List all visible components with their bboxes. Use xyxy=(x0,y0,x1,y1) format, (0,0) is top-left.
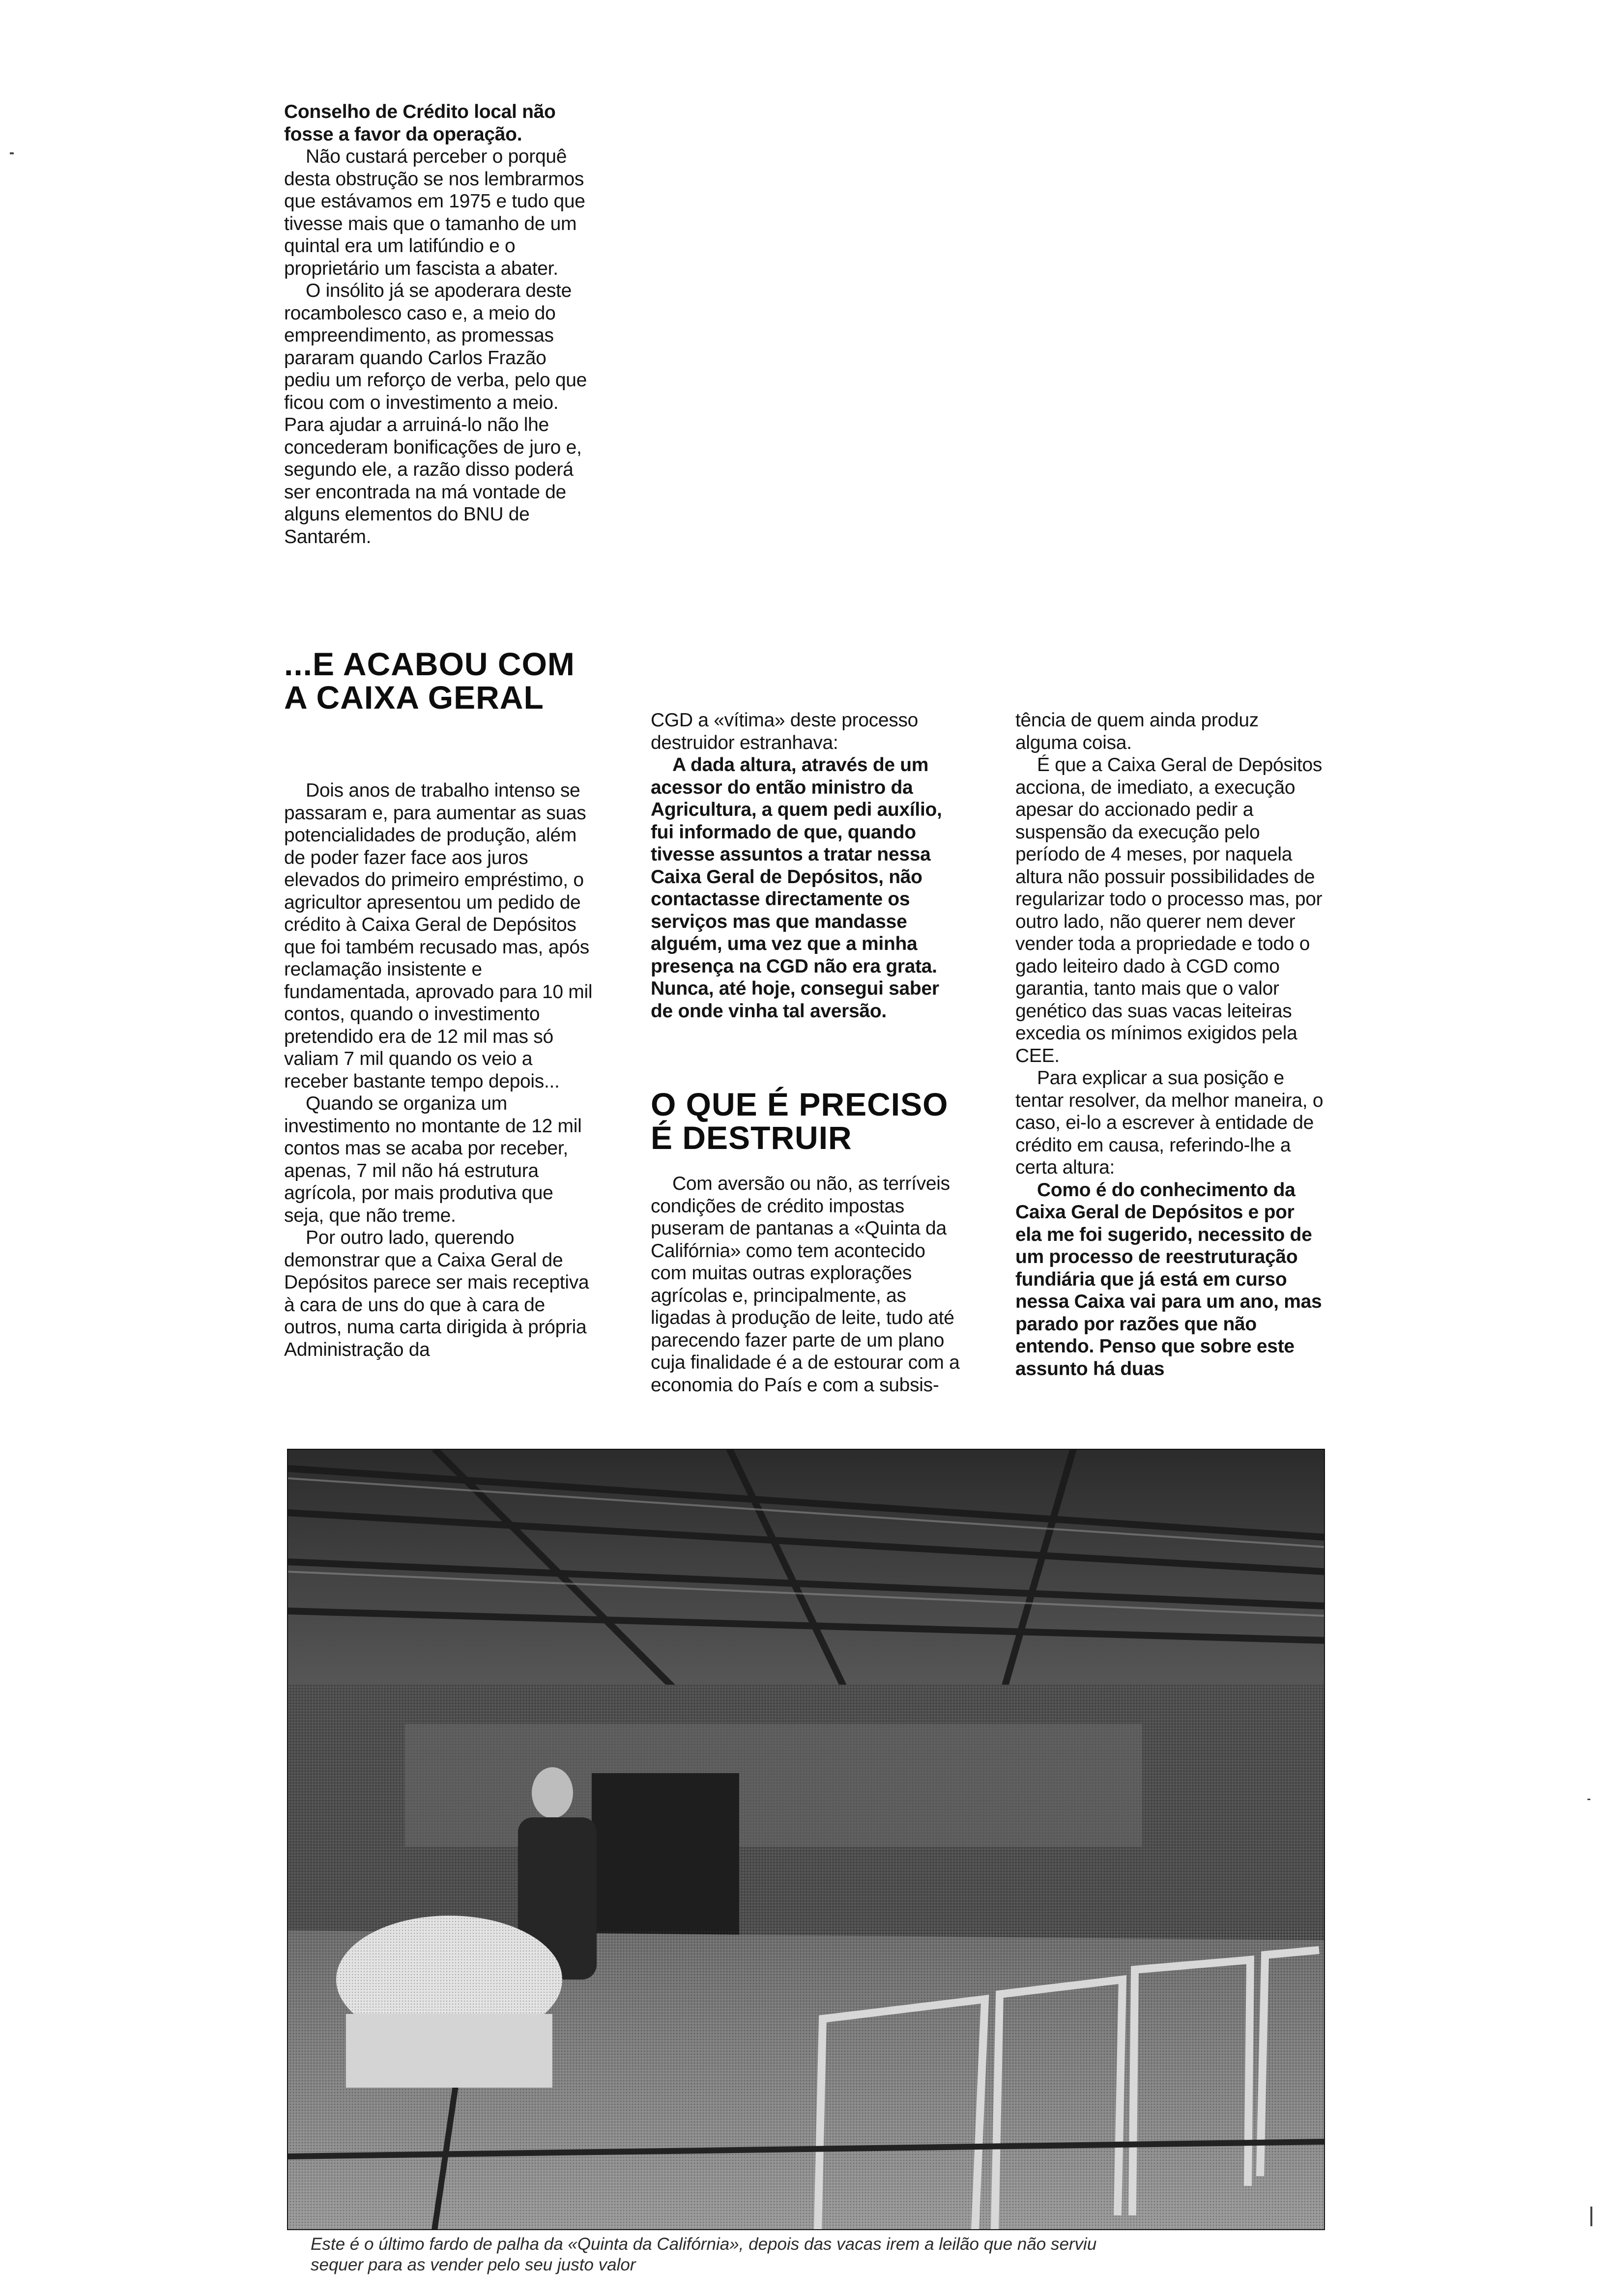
paragraph: Quando se organiza um investimento no montante de 12 mil contos mas se acaba por receber, apenas, 7 mil não há estrutura agrícola, por mais produtiva que seja, que não treme. xyxy=(284,1093,582,1226)
column-2-top xyxy=(651,709,960,1022)
section-heading-acabou: ...E ACABOU COM A CAIXA GERAL xyxy=(284,646,575,716)
column-1-body xyxy=(284,779,595,1361)
column-3 xyxy=(1015,709,1325,1380)
section-heading-destruir: O QUE É PRECISO É DESTRUIR xyxy=(651,1086,949,1156)
paragraph: Para explicar a sua posição e tentar resolver, da melhor maneira, o caso, ei-lo a escrever à entidade de crédito em causa, referindo-lhe a certa altura: xyxy=(1015,1067,1324,1178)
paragraph: Com aversão ou não, as terríveis condições de crédito impostas puseram de pantanas a «Quinta da Califórnia» como tem acontecido com muitas outras explorações agrícolas e, principalmente, as ligadas à produção de leite, tudo até parecendo fazer parte de um plano cuja finalidade é a de estourar com a economia do País e com a subsis- xyxy=(651,1173,960,1396)
paragraph: CGD a «vítima» deste processo destruidor estranhava: xyxy=(651,710,919,753)
barn-photo xyxy=(287,1449,1325,2230)
paragraph: O insólito já se apoderara deste rocambolesco caso e, a meio do empreendimento, as promessas pararam quando Carlos Frazão pediu um reforço de verba, pelo que ficou com o investimento a meio. Para ajudar a arruiná-lo não lhe concederam bonificações de juro e, segundo ele, a razão disso poderá ser encontrada na má vontade de alguns elementos do BNU de Santarém. xyxy=(284,280,587,547)
quote-paragraph: Como é do conhecimento da Caixa Geral de Depósitos e por ela me foi sugerido, necessito de um processo de reestruturação fundiária que já está em curso nessa Caixa vai para um ano, mas parado por razões que não entendo. Penso que sobre este assunto há duas xyxy=(1015,1179,1322,1379)
caption-line: sequer para as vender pelo seu justo valor xyxy=(311,2255,636,2274)
paragraph: Não custará perceber o porquê desta obstrução se nos lembrarmos que estávamos em 1975 e tudo que tivesse mais que o tamanho de um quintal era um latifúndio e o proprietário um fascista a abater. xyxy=(284,146,585,279)
paragraph: Dois anos de trabalho intenso se passaram e, para aumentar as suas potencialidades de produção, além de poder fazer face aos juros elevados do primeiro empréstimo, o agricultor apresentou um pedido de crédito à Caixa Geral de Depósitos que foi também recusado mas, após reclamação insistente e fundamentada, aprovado para 10 mil contos, quando o investimento pretendido era de 12 mil mas só valiam 7 mil quando os veio a receber bastante tempo depois... xyxy=(284,780,593,1092)
column-1-intro xyxy=(284,101,595,548)
photo-caption xyxy=(311,2234,1343,2275)
scan-mark xyxy=(1590,2207,1592,2226)
column-2-body xyxy=(651,1173,960,1396)
scan-mark xyxy=(1587,1799,1590,1800)
paragraph: tência de quem ainda produz alguma coisa. xyxy=(1015,710,1259,753)
paragraph: Por outro lado, querendo demonstrar que a Caixa Geral de Depósitos parece ser mais receptiva à cara de uns do que à cara de outros, numa carta dirigida à própria Administração da xyxy=(284,1227,589,1360)
paragraph: Conselho de Crédito local não fosse a favor da operação. xyxy=(284,101,556,145)
caption-line: Este é o último fardo de palha da «Quinta da Califórnia», depois das vacas irem a leilão que não serviu xyxy=(311,2235,1097,2254)
scan-mark xyxy=(10,152,14,154)
paragraph: É que a Caixa Geral de Depósitos acciona, de imediato, a execução apesar do accionado pedir a suspensão da execução pelo período de 4 meses, por naquela altura não possuir possibilidades de regularizar todo o processo mas, por outro lado, não querer nem dever vender toda a propriedade e todo o gado leiteiro dado à CGD como garantia, tanto mais que o valor genético das suas vacas leiteiras excedia os mínimos exigidos pela CEE. xyxy=(1015,754,1323,1066)
quote-paragraph: A dada altura, através de um acessor do então ministro da Agricultura, a quem pedi auxílio, fui informado de que, quando tivesse assuntos a tratar nessa Caixa Geral de Depósitos, não contactasse directamente os serviços mas que mandasse alguém, uma vez que a minha presença na CGD não era grata. Nunca, até hoje, consegui saber de onde vinha tal aversão. xyxy=(651,754,942,1022)
